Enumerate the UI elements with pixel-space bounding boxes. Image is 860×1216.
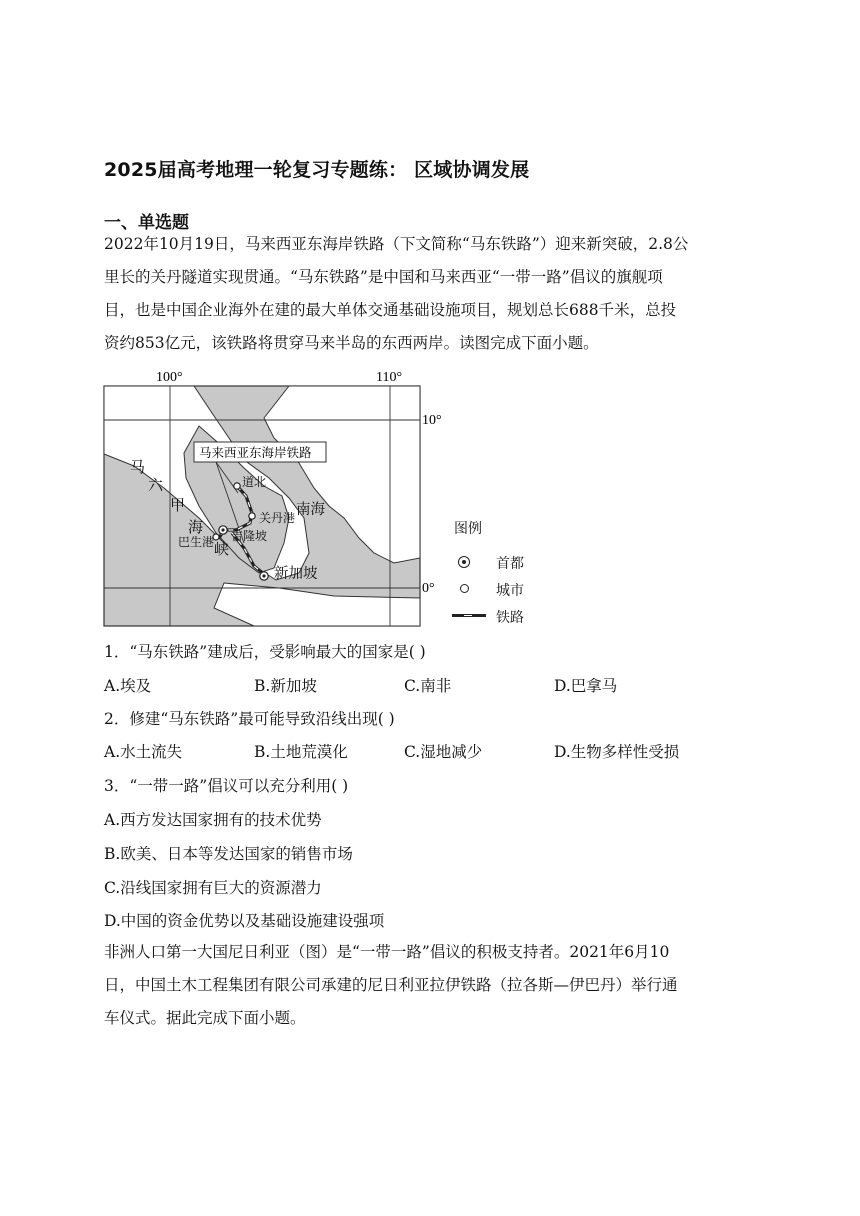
question-1-stem: 1．“马东铁路”建成后，受影响最大的国家是( ) [104,643,426,661]
malaysia-railway-map [104,368,442,630]
question-3-stem: 3．“一带一路”倡议可以充分利用( ) [104,777,349,795]
label-bashenggang: 巴生港 [178,535,215,549]
capital-dot [262,574,265,577]
strait-char: 甲 [170,496,186,514]
legend-railway-icon [452,614,486,617]
option-b: B.新加坡 [254,677,317,695]
lon-100-label: 100° [156,370,183,385]
legend-capital-label: 首都 [496,556,524,572]
strait-char: 马 [130,458,146,476]
lon-110-label: 110° [376,370,403,385]
passage-line: 目，也是中国企业海外在建的最大单体交通基础设施项目，规划总长688千米，总投 [104,301,677,319]
passage-1 [104,228,756,360]
option-b: B.土地荒漠化 [254,743,348,761]
legend-city-label: 城市 [496,583,524,599]
section-heading: 一、单选题 [104,213,189,233]
lat-0-label: 0° [422,581,435,596]
option-d: D.生物多样性受损 [554,743,680,761]
label-south-sea: 南海 [296,502,325,518]
option-d: D.中国的资金优势以及基础设施建设强项 [104,912,385,930]
passage-line: 资约853亿元，该铁路将贯穿马来半岛的东西两岸。读图完成下面小题。 [104,334,599,352]
capital-dot [221,528,224,531]
passage-line: 非洲人口第一大国尼日利亚（图）是“一带一路”倡议的积极支持者。2021年6月10 [104,943,670,961]
option-a: A.埃及 [104,677,152,695]
legend-title: 图例 [454,521,482,537]
label-guandan: 关丹港 [259,511,296,525]
option-c: C.湿地减少 [404,743,483,761]
page-title: 2025届高考地理一轮复习专题练： 区域协调发展 [104,159,530,181]
passage-line: 里长的关丹隧道实现贯通。“马东铁路”是中国和马来西亚“一带一路”倡议的旗舰项 [104,268,663,286]
passage-line: 2022年10月19日，马来西亚东海岸铁路（下文简称“马东铁路”）迎来新突破，2.8公 [104,235,689,253]
strait-char: 海 [188,518,204,536]
option-c: C.南非 [404,677,452,695]
question-2-stem: 2．修建“马东铁路”最可能导致沿线出现( ) [104,710,395,728]
passage-line: 日，中国土木工程集团有限公司承建的尼日利亚拉伊铁路（拉各斯—伊巴丹）举行通 [104,976,678,994]
option-a: A.水土流失 [104,743,183,761]
passage-line: 车仪式。据此完成下面小题。 [104,1009,306,1027]
lat-10-label: 10° [422,413,442,428]
label-daobei: 道北 [242,475,267,489]
option-d: D.巴拿马 [554,677,618,695]
option-c: C.沿线国家拥有巨大的资源潜力 [104,879,322,897]
city-guandan [249,513,255,519]
option-b: B.欧美、日本等发达国家的销售市场 [104,845,353,863]
strait-char: 峡 [214,540,230,558]
legend-city-icon [460,584,469,593]
railway-label: 马来西亚东海岸铁路 [199,445,312,460]
label-singapore: 新加坡 [274,566,318,582]
option-a: A.西方发达国家拥有的技术优势 [104,811,322,829]
legend-railway-label: 铁路 [496,610,524,626]
city-daobei [234,483,240,489]
strait-char: 六 [148,476,164,494]
label-jilongpo: 吉隆坡 [231,529,268,543]
legend-capital-icon [458,556,470,568]
passage-2 [104,936,756,1035]
